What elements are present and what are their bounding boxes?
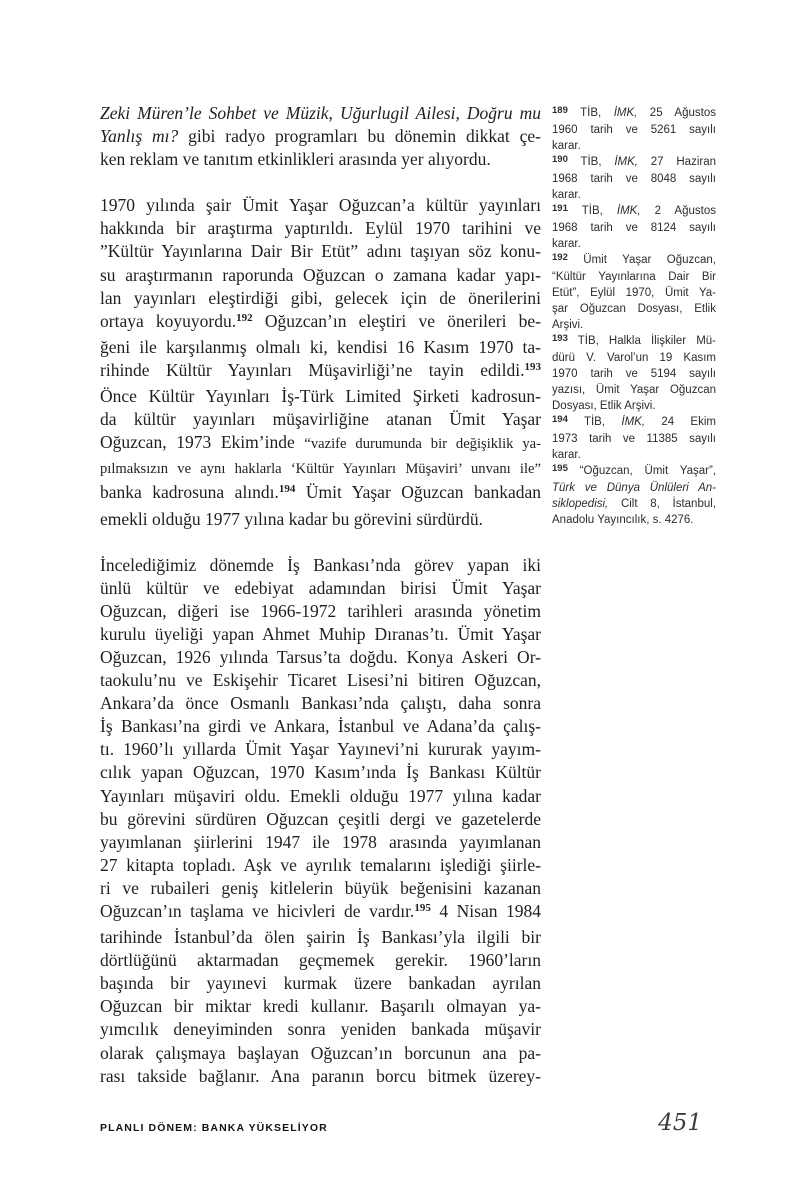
text-line bbox=[100, 785, 541, 808]
text-segment: Arşivi. bbox=[552, 319, 584, 331]
text-line bbox=[552, 382, 716, 398]
text-segment: da kültür yayınları müşavirliğine atanan Ümit Yaşar bbox=[100, 409, 541, 430]
text-line bbox=[100, 1065, 541, 1088]
italic-text: siklopedisi, bbox=[552, 498, 609, 510]
text-segment: Cilt 8, İstanbul, bbox=[608, 498, 716, 510]
text-line bbox=[100, 926, 541, 949]
main-text-column bbox=[100, 102, 541, 1111]
text-segment: taokulu’nu ve Eskişehir Ticaret Lisesi’ni bitiren Oğuzcan, bbox=[100, 670, 541, 691]
text-line bbox=[100, 761, 541, 784]
text-segment: 1960 tarih ve 5261 sayılı bbox=[552, 124, 716, 136]
text-segment: 25 Ağustos bbox=[637, 107, 716, 119]
footnote bbox=[552, 203, 716, 252]
text-segment: emekli olduğu 1977 yılına kadar bu görevini sürdürdü. bbox=[100, 508, 483, 529]
footnote bbox=[552, 154, 716, 203]
text-line bbox=[552, 285, 716, 301]
text-segment: kurulu üyeliği yapan Ahmet Muhip Dıranas’tı. Ümit Yaşar bbox=[100, 623, 541, 644]
footnote bbox=[552, 252, 716, 333]
text-segment: tı. 1960’lı yıllarda Ümit Yaşar Yayınevi’ni kururak yayım- bbox=[100, 739, 541, 760]
text-line bbox=[100, 359, 541, 385]
text-line bbox=[552, 154, 716, 171]
text-segment: ri ve rubaileri geniş kitlelerin büyük beğenisini kazanan bbox=[100, 877, 541, 898]
text-line bbox=[552, 236, 716, 252]
text-line bbox=[100, 600, 541, 623]
text-line bbox=[100, 148, 541, 171]
text-segment: cılık yapan Oğuzcan, 1970 Kasım’ında İş Bankası Kültür bbox=[100, 762, 541, 783]
text-segment: 4 Nisan 1984 bbox=[430, 901, 542, 921]
footnote-marker: 192 bbox=[236, 311, 253, 324]
text-line bbox=[100, 408, 541, 431]
text-segment: TİB, bbox=[567, 416, 622, 428]
footnote-marker: 193 bbox=[524, 360, 541, 373]
text-segment: yımcılık deneyiminden sonra yeniden bankada müşavir bbox=[100, 1019, 541, 1040]
text-line bbox=[552, 414, 716, 431]
text-segment: karar. bbox=[552, 189, 581, 201]
italic-text: Türk ve Dünya Ünlüleri An- bbox=[552, 482, 716, 494]
footnote-marker: 195 bbox=[414, 902, 431, 914]
text-segment: İş Bankası’na girdi ve Ankara, İstanbul ve Adana’da çalış- bbox=[100, 716, 541, 737]
text-segment: İncelediğimiz dönemde İş Bankası’nda görev yapan iki bbox=[100, 554, 541, 575]
text-segment: TİB, bbox=[567, 205, 617, 217]
text-segment: tarihinde İstanbul’da ölen şairin İş Bankası’yla ilgili bir bbox=[100, 927, 541, 948]
text-line bbox=[552, 447, 716, 463]
text-line bbox=[100, 949, 541, 972]
text-segment: dürü V. Varol’un 19 Kasım bbox=[552, 352, 716, 364]
text-segment: Ümit Yaşar Oğuzcan bankadan bbox=[295, 482, 541, 503]
text-line bbox=[552, 317, 716, 333]
text-line bbox=[100, 808, 541, 831]
footnote bbox=[552, 463, 716, 528]
text-segment: 2 Ağustos bbox=[640, 205, 716, 217]
footnote-number: 190 bbox=[552, 153, 568, 165]
text-line bbox=[552, 496, 716, 512]
text-line bbox=[100, 431, 541, 456]
text-line bbox=[100, 264, 541, 287]
page-number: 451 bbox=[658, 1110, 702, 1136]
footnote-column bbox=[552, 105, 716, 528]
text-segment: 27 Haziran bbox=[637, 156, 716, 168]
text-segment: Dosyası, Etlik Arşivi. bbox=[552, 400, 656, 412]
text-line bbox=[552, 398, 716, 414]
text-line bbox=[552, 138, 716, 154]
text-line bbox=[100, 877, 541, 900]
text-segment: karar. bbox=[552, 140, 581, 152]
text-segment: Oğuzcan’ın eleştiri ve önerileri be- bbox=[252, 310, 541, 331]
italic-text: İMK, bbox=[614, 156, 638, 168]
footnote bbox=[552, 414, 716, 463]
paragraph bbox=[100, 554, 541, 1088]
text-line bbox=[552, 333, 716, 350]
text-segment: Oğuzcan’ın taşlama ve hicivleri de vardır. bbox=[100, 901, 415, 921]
text-line bbox=[100, 1018, 541, 1041]
italic-text: Yanlış mı? bbox=[100, 126, 179, 147]
text-line bbox=[552, 269, 716, 285]
footnote-marker: 194 bbox=[278, 483, 296, 496]
text-line bbox=[100, 577, 541, 600]
text-line bbox=[100, 995, 541, 1018]
text-segment: ortaya koyuyordu. bbox=[100, 310, 237, 331]
text-segment: ken reklam ve tanıtım etkinlikleri arasında yer alıyordu. bbox=[100, 149, 491, 170]
text-segment: Oğuzcan, 1926 yılında Tarsus’ta doğdu. Konya Askeri Or- bbox=[100, 646, 541, 667]
text-segment: “Oğuzcan, Ümit Yaşar”, bbox=[567, 465, 716, 477]
text-segment: 1973 tarih ve 11385 sayılı bbox=[552, 433, 716, 445]
paragraph bbox=[100, 102, 541, 171]
footnote-number: 191 bbox=[552, 202, 568, 214]
text-line bbox=[100, 692, 541, 715]
text-line bbox=[552, 480, 716, 496]
text-line bbox=[100, 456, 541, 481]
text-line bbox=[100, 508, 541, 531]
text-segment: rası takside bağlanır. Ana paranın borcu bitmek üzerey- bbox=[100, 1065, 541, 1086]
text-line bbox=[100, 287, 541, 310]
text-line bbox=[100, 646, 541, 669]
paragraph bbox=[100, 194, 541, 530]
text-segment: 24 Ekim bbox=[645, 416, 716, 428]
quoted-small-text: pılmaksızın ve aynı haklarla ‘Kültür Yayınları Müşaviri’ unvanı ile” bbox=[100, 461, 541, 478]
text-segment: 1968 tarih ve 8124 sayılı bbox=[552, 222, 716, 234]
text-segment: karar. bbox=[552, 238, 581, 250]
text-line bbox=[100, 240, 541, 263]
text-line bbox=[552, 105, 716, 122]
footnote-number: 195 bbox=[552, 462, 568, 474]
text-segment: 1970 yılında şair Ümit Yaşar Oğuzcan’a kültür yayınları bbox=[100, 195, 541, 216]
text-segment: “Kültür Yayınlarına Dair Bir bbox=[552, 271, 716, 283]
text-line bbox=[100, 102, 541, 125]
text-segment: TİB, bbox=[567, 156, 615, 168]
text-segment: banka kadrosuna alındı. bbox=[100, 482, 279, 503]
text-segment: su araştırmanın raporunda Oğuzcan o zamana kadar yapı- bbox=[100, 264, 541, 285]
text-line bbox=[552, 187, 716, 203]
text-segment: TİB, bbox=[567, 107, 614, 119]
text-segment: ünlü kültür ve edebiyat adamından birisi Ümit Yaşar bbox=[100, 577, 541, 598]
text-segment: Oğuzcan, diğeri ise 1966-1972 tarihleri arasında yönetim bbox=[100, 600, 541, 621]
text-segment: ğeni ile karşılanmış olmalı ki, kendisi 16 Kasım 1970 ta- bbox=[100, 336, 541, 357]
footnote-number: 193 bbox=[552, 332, 568, 344]
text-segment: Etüt”, Eylül 1970, Ümit Ya- bbox=[552, 287, 716, 299]
text-line bbox=[100, 623, 541, 646]
text-segment: olarak çalışmaya başlayan Oğuzcan’ın borcunun ana pa- bbox=[100, 1042, 541, 1063]
text-line bbox=[552, 220, 716, 236]
text-line bbox=[100, 554, 541, 577]
text-segment: başında bir yayınevi kurmak üzere bankadan ayrılan bbox=[100, 973, 541, 994]
footnote-number: 194 bbox=[552, 413, 568, 425]
footnote-number: 192 bbox=[552, 251, 568, 263]
italic-text: İMK, bbox=[616, 205, 641, 217]
text-line bbox=[100, 336, 541, 359]
text-line bbox=[100, 194, 541, 217]
text-line bbox=[100, 125, 541, 148]
text-segment: 27 kitapta topladı. Aşk ve ayrılık temalarını işlediği şiirle- bbox=[100, 854, 541, 875]
text-line bbox=[100, 1042, 541, 1065]
italic-text: İMK, bbox=[613, 107, 638, 119]
text-segment: Ankara’da önce Osmanlı Bankası’nda çalıştı, daha sonra bbox=[100, 693, 541, 714]
text-segment: yazısı, Ümit Yaşar Oğuzcan bbox=[552, 384, 716, 396]
text-line bbox=[100, 972, 541, 995]
text-segment: rihinde Kültür Yayınları Müşavirliği’ne tayin edildi. bbox=[100, 359, 525, 380]
text-line bbox=[100, 715, 541, 738]
text-segment: gibi radyo programları bu dönemin dikkat çe- bbox=[178, 126, 541, 147]
text-segment: dörtlüğünü aktarmadan geçmemek gerekir. 1960’ların bbox=[100, 950, 541, 971]
text-segment: Oğuzcan bir miktar kredi kullanır. Başarılı olmayan ya- bbox=[100, 996, 541, 1017]
text-segment: yayımlanan şiirlerini 1947 ile 1978 arasında yayımlanan bbox=[100, 831, 541, 852]
running-head: PLANLI DÖNEM: BANKA YÜKSELİYOR bbox=[100, 1122, 328, 1134]
footnote bbox=[552, 105, 716, 154]
text-line bbox=[552, 122, 716, 138]
text-segment: Oğuzcan, 1973 Ekim’inde bbox=[100, 432, 305, 453]
text-segment: karar. bbox=[552, 449, 581, 461]
text-line bbox=[552, 301, 716, 317]
text-line bbox=[100, 310, 541, 336]
text-segment: Anadolu Yayıncılık, s. 4276. bbox=[552, 514, 694, 526]
text-line bbox=[100, 831, 541, 854]
text-line bbox=[552, 463, 716, 480]
text-line bbox=[100, 900, 541, 926]
text-segment: ”Kültür Yayınlarına Dair Bir Etüt” adını taşıyan söz konu- bbox=[100, 241, 541, 262]
text-segment: Ümit Yaşar Oğuzcan, bbox=[567, 254, 716, 266]
italic-text: İMK, bbox=[621, 416, 646, 428]
text-segment: lan yayınları eleştirdiği gibi, gelecek için de önerilerini bbox=[100, 287, 541, 308]
text-line bbox=[552, 252, 716, 269]
text-line bbox=[100, 669, 541, 692]
text-line bbox=[100, 738, 541, 761]
text-segment: bu görevini sürdüren Oğuzcan çeşitli dergi ve gazetelerde bbox=[100, 808, 541, 829]
text-segment: TİB, Halkla İlişkiler Mü- bbox=[567, 335, 716, 347]
text-line bbox=[552, 512, 716, 528]
quoted-small-text: “vazife durumunda bir değişiklik ya- bbox=[304, 436, 542, 453]
text-line bbox=[552, 366, 716, 382]
text-line bbox=[100, 481, 541, 507]
text-line bbox=[552, 350, 716, 366]
text-line bbox=[100, 385, 541, 408]
text-line bbox=[552, 203, 716, 220]
text-segment: Yayınları müşaviri oldu. Emekli olduğu 1977 yılına kadar bbox=[100, 785, 541, 806]
italic-text: Zeki Müren’le Sohbet ve Müzik, Uğurlugil Ailesi, Doğru mu bbox=[100, 103, 541, 123]
text-segment: 1968 tarih ve 8048 sayılı bbox=[552, 173, 716, 185]
footnote-number: 189 bbox=[552, 104, 568, 116]
text-segment: hakkında bir araştırma yaptırıldı. Eylül 1970 tarihini ve bbox=[100, 218, 541, 239]
text-line bbox=[100, 217, 541, 240]
text-line bbox=[552, 171, 716, 187]
text-segment: Önce Kültür Yayınları İş-Türk Limited Şirketi kadrosun- bbox=[100, 386, 541, 407]
footnote bbox=[552, 333, 716, 414]
text-line bbox=[552, 431, 716, 447]
text-segment: şar Oğuzcan Dosyası, Etlik bbox=[552, 303, 716, 315]
text-line bbox=[100, 854, 541, 877]
text-segment: 1970 tarih ve 5194 sayılı bbox=[552, 368, 716, 380]
